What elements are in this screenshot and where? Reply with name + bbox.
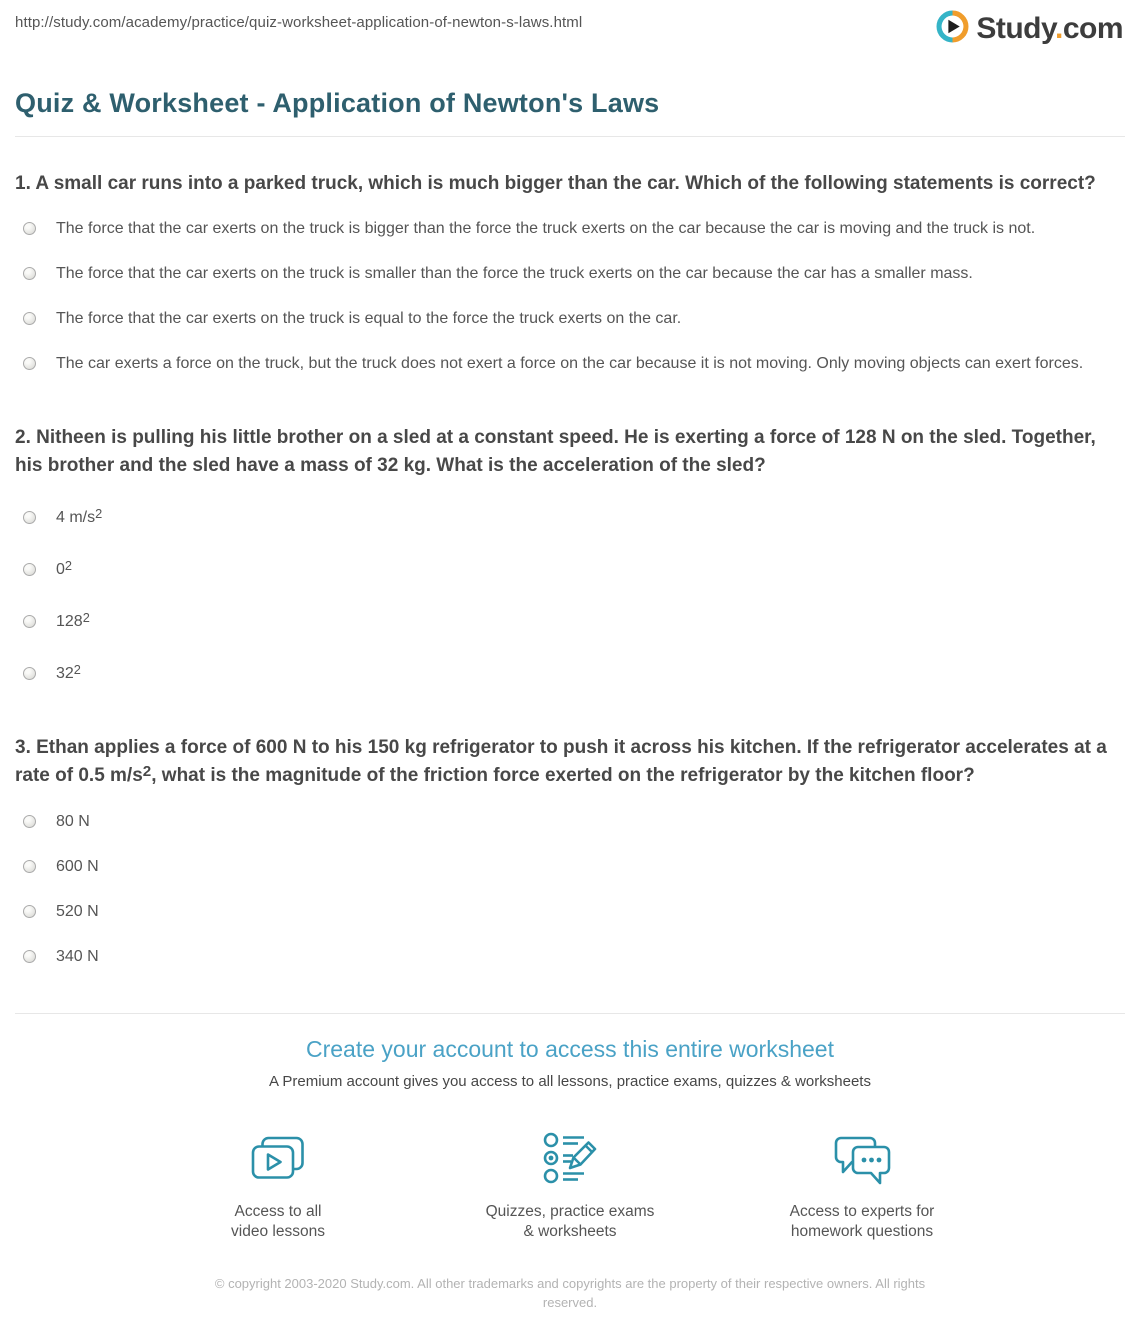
feature-caption — [470, 1202, 670, 1243]
video-lessons-icon — [178, 1130, 378, 1188]
radio-button[interactable] — [23, 563, 36, 576]
option-text: The force that the car exerts on the truck is smaller than the force the truck exerts on the car because the car has a smaller mass. — [56, 265, 973, 283]
studycom-logo-text — [976, 14, 1123, 44]
radio-button[interactable] — [23, 511, 36, 524]
q1-option-3-label — [48, 305, 681, 333]
option-text: 0 — [56, 561, 65, 579]
cta-subtitle: A Premium account gives you access to all lessons, practice exams, quizzes & worksheets — [269, 1072, 871, 1090]
q3-option-4-label — [48, 943, 99, 971]
radio-button[interactable] — [23, 615, 36, 628]
option-text: 128 — [56, 613, 83, 631]
radio-button[interactable] — [23, 860, 36, 873]
question-3-block — [15, 734, 1125, 970]
page-title: Quiz & Worksheet - Application of Newton's Laws — [15, 88, 660, 118]
q1-option-2[interactable] — [15, 260, 1125, 288]
quizzes-worksheets-icon — [470, 1130, 670, 1188]
q2-option-2-label — [48, 556, 72, 584]
radio-button[interactable] — [23, 267, 36, 280]
option-text: 4 m/s — [56, 509, 96, 527]
q3-option-3[interactable] — [15, 898, 1125, 926]
q3-option-3-label — [48, 898, 99, 926]
q3-option-2-label — [48, 853, 99, 881]
cta-title: Create your account to access this entire worksheet — [306, 1035, 834, 1062]
q2-option-3-label — [48, 608, 90, 636]
q2-option-4-label — [48, 660, 81, 688]
feature-caption — [178, 1202, 378, 1243]
q2-option-1-label — [48, 504, 102, 532]
option-sup: 2 — [95, 505, 103, 521]
studycom-logo-icon — [936, 10, 969, 48]
radio-button[interactable] — [23, 905, 36, 918]
q2-option-1[interactable] — [15, 504, 1125, 532]
q3-option-1[interactable] — [15, 808, 1125, 836]
q1-option-3[interactable] — [15, 305, 1125, 333]
option-text: 520 N — [56, 902, 99, 920]
question-1-block — [15, 170, 1125, 378]
question-3-text-after: , what is the magnitude of the friction force exerted on the refrigerator by the kitchen floor? — [151, 765, 975, 787]
q1-option-4-label — [48, 350, 1083, 378]
feature-caption-line2: homework questions — [790, 1223, 934, 1241]
q1-option-2-label — [48, 260, 973, 288]
radio-button[interactable] — [23, 222, 36, 235]
option-text: The force that the car exerts on the truck is equal to the force the truck exerts on the car. — [56, 310, 682, 328]
option-sup: 2 — [64, 557, 73, 573]
q2-option-3[interactable] — [15, 608, 1125, 636]
q1-option-1[interactable] — [15, 215, 1125, 243]
feature-caption-line2: & worksheets — [523, 1223, 617, 1241]
radio-button[interactable] — [23, 815, 36, 828]
feature-caption-line1: Access to all — [234, 1202, 322, 1220]
question-2-text — [15, 424, 1120, 480]
radio-button[interactable] — [23, 950, 36, 963]
logo-dot: . — [1054, 12, 1063, 45]
logo-word-study: Study — [976, 12, 1055, 45]
copyright-notice: © copyright 2003-2020 Study.com. All other trademarks and copyrights are the property of their respective owners. All rights reserved. — [214, 1275, 926, 1310]
radio-button[interactable] — [23, 357, 36, 370]
q2-option-4[interactable] — [15, 660, 1125, 688]
page-header — [15, 10, 1125, 48]
option-text: 80 N — [56, 812, 90, 830]
q1-option-1-label — [48, 215, 1035, 243]
radio-button[interactable] — [23, 667, 36, 680]
feature-caption-line2: video lessons — [231, 1223, 325, 1241]
question-3-sup: 2 — [142, 762, 152, 780]
feature-list — [15, 1130, 1125, 1243]
question-3-text-main: 3. Ethan applies a force of 600 N to his 150 kg refrigerator to push it across his kitchen. If the refrigerator accelerates at a rate of 0.5 m/s — [15, 737, 1107, 787]
feature-quizzes-worksheets — [470, 1130, 670, 1243]
q3-option-2[interactable] — [15, 853, 1125, 881]
title-divider — [15, 136, 1125, 137]
question-2-block — [15, 424, 1125, 688]
feature-caption — [762, 1202, 962, 1243]
q3-option-4[interactable] — [15, 943, 1125, 971]
option-text: 32 — [56, 665, 74, 683]
experts-chat-icon — [762, 1130, 962, 1188]
question-3-text — [15, 734, 1120, 790]
q2-option-2[interactable] — [15, 556, 1125, 584]
radio-button[interactable] — [23, 312, 36, 325]
option-text: 340 N — [56, 947, 99, 965]
option-sup: 2 — [82, 609, 90, 625]
feature-expert-help — [762, 1130, 962, 1243]
option-text: The force that the car exerts on the truck is bigger than the force the truck exerts on the car because the car is moving and the truck is not. — [56, 220, 1036, 238]
studycom-logo[interactable] — [936, 10, 1125, 48]
question-1-text-main: 1. A small car runs into a parked truck, which is much bigger than the car. Which of the following statements is correct? — [15, 173, 1096, 194]
feature-caption-line1: Access to experts for — [789, 1202, 935, 1220]
option-text: The car exerts a force on the truck, but the truck does not exert a force on the car because it is not moving. Only moving objects can exert forces. — [56, 355, 1084, 373]
feature-video-lessons — [178, 1130, 378, 1243]
q3-option-1-label — [48, 808, 90, 836]
option-sup: 2 — [73, 661, 81, 677]
logo-word-com: com — [1062, 12, 1123, 45]
q1-option-4[interactable] — [15, 350, 1125, 378]
cta-section — [15, 1014, 1125, 1243]
question-1-text — [15, 170, 1120, 198]
page-url: http://study.com/academy/practice/quiz-worksheet-application-of-newton-s-laws.html — [15, 14, 583, 31]
question-2-text-main: 2. Nitheen is pulling his little brother on a sled at a constant speed. He is exerting a force of 128 N on the sled. Together, his brother and the sled have a mass of 32 kg. What is the acceleration of the sled? — [15, 427, 1096, 477]
option-text: 600 N — [56, 857, 99, 875]
feature-caption-line1: Quizzes, practice exams — [485, 1202, 655, 1220]
